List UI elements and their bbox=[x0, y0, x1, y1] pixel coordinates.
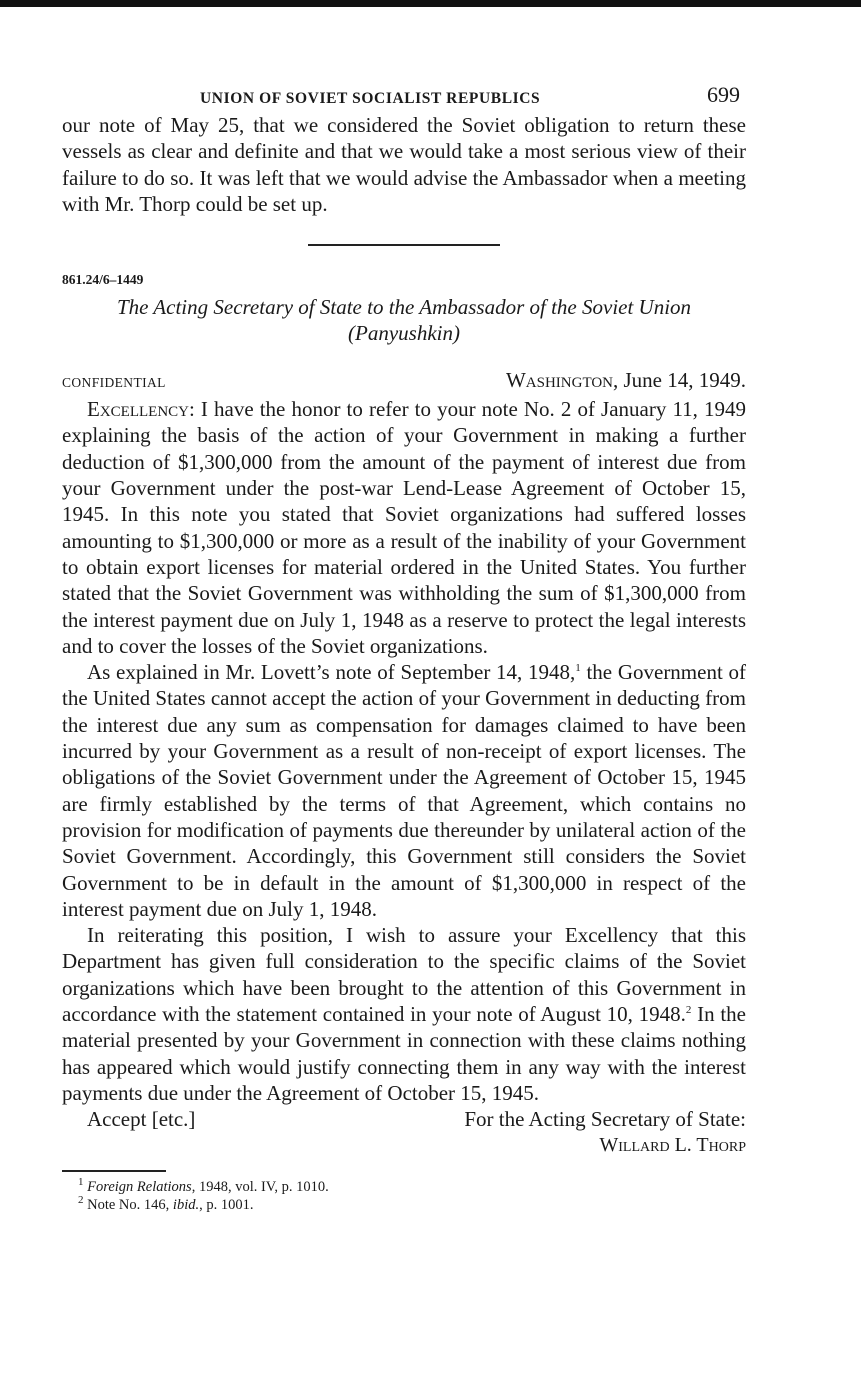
footnote-ibid: ibid. bbox=[172, 1196, 200, 1213]
footnote-marker: 2 bbox=[78, 1193, 84, 1206]
closing-formula: Accept [etc.] bbox=[87, 1107, 196, 1132]
body-paragraph-3 bbox=[62, 922, 746, 1106]
footnote-text: Note No. 146, bbox=[87, 1196, 173, 1213]
footnote bbox=[62, 1175, 746, 1196]
body-paragraph-1 bbox=[62, 396, 746, 659]
section-separator bbox=[308, 244, 500, 246]
paragraph-text: In the material presented by your Government in connection with these claims nothing has appeared which would justify connecting them in any way with the interest payments due under the Agreement of October 15, 1945. bbox=[62, 1002, 746, 1105]
file-number: 861.24/6–1449 bbox=[62, 272, 144, 288]
page-number: 699 bbox=[707, 82, 740, 107]
footnote-ref: 2 bbox=[685, 1004, 692, 1017]
signer-name: Willard L. Thorp bbox=[599, 1134, 746, 1157]
running-head: UNION OF SOVIET SOCIALIST REPUBLICS bbox=[200, 90, 541, 107]
document-title bbox=[62, 294, 746, 346]
body-paragraph-2 bbox=[62, 659, 746, 922]
paragraph-text: : I have the honor to refer to your note No. 2 of January 11, 1949 explaining the basis of the action of your Government in making a further deduction of $1,300,000 from the amount of the payment of interest due from your Government under the post-war Lend-Lease Agreement of October 15, 1945. In this note you stated that Soviet organizations had suffered losses amounting to $1,300,000 or more as a result of the inability of your Government to obtain export licenses for material ordered in the United States. You further stated that the Soviet Government was withholding the sum of $1,300,000 from the interest payment due on July 1, 1948 as a reserve to protect the legal interests and to cover the losses of the Soviet organizations. bbox=[62, 397, 746, 658]
title-line: (Panyushkin) bbox=[348, 321, 460, 346]
footnote-text: , p. 1001. bbox=[199, 1196, 254, 1213]
footnote-rule bbox=[62, 1170, 166, 1172]
continuation-paragraph: our note of May 25, that we considered the Soviet obligation to return these vessels as clear and definite and that we would take a most serious view of their failure to do so. It was left that we would advise the Ambassador when a meeting with Mr. Thorp could be set up. bbox=[62, 113, 746, 216]
paragraph-text: the Government of the United States cannot accept the action of your Government in deducting from the interest due any sum as compensation for damages claimed to have been incurred by your Government as a result of non-receipt of export licenses. The obligations of the Soviet Government under the Agreement of October 15, 1945 are firmly established by the terms of that Agreement, which contains no provision for modification of payments due thereunder by unilateral action of the Soviet Government. Accordingly, this Government still considers the Soviet Government to be in default in the amount of $1,300,000 in respect of the interest payment due on July 1, 1948. bbox=[62, 660, 747, 921]
closing-row bbox=[62, 1106, 746, 1132]
footnote bbox=[62, 1193, 746, 1214]
footnote-marker: 1 bbox=[78, 1175, 84, 1188]
page-header bbox=[62, 80, 746, 112]
footnote-text: , 1948, vol. IV, p. 1010. bbox=[191, 1178, 329, 1195]
top-edge-rule bbox=[0, 0, 861, 7]
dateline-date: , June 14, 1949. bbox=[613, 368, 746, 393]
dateline-place: Washington bbox=[505, 368, 613, 393]
title-line: The Acting Secretary of State to the Ambassador of the Soviet Union bbox=[116, 295, 692, 320]
paragraph-text: As explained in Mr. Lovett’s note of September 14, 1948, bbox=[87, 660, 576, 685]
footnote-source: Foreign Relations bbox=[87, 1178, 192, 1195]
signature-line: For the Acting Secretary of State: bbox=[464, 1107, 746, 1132]
dateline bbox=[506, 368, 746, 393]
paragraph-text: In reiterating this position, I wish to assure your Excellency that this Department has given full consideration to the specific claims of the Soviet organizations which have been brought to the attention of this Government in accordance with the statement contained in your note of August 10, 1948. bbox=[62, 923, 746, 1027]
classification-label: CONFIDENTIAL bbox=[62, 375, 166, 391]
salutation: Excellency bbox=[87, 397, 189, 422]
footnote-ref: 1 bbox=[575, 662, 581, 675]
dateline-row bbox=[62, 368, 746, 396]
book-page bbox=[62, 80, 746, 1214]
